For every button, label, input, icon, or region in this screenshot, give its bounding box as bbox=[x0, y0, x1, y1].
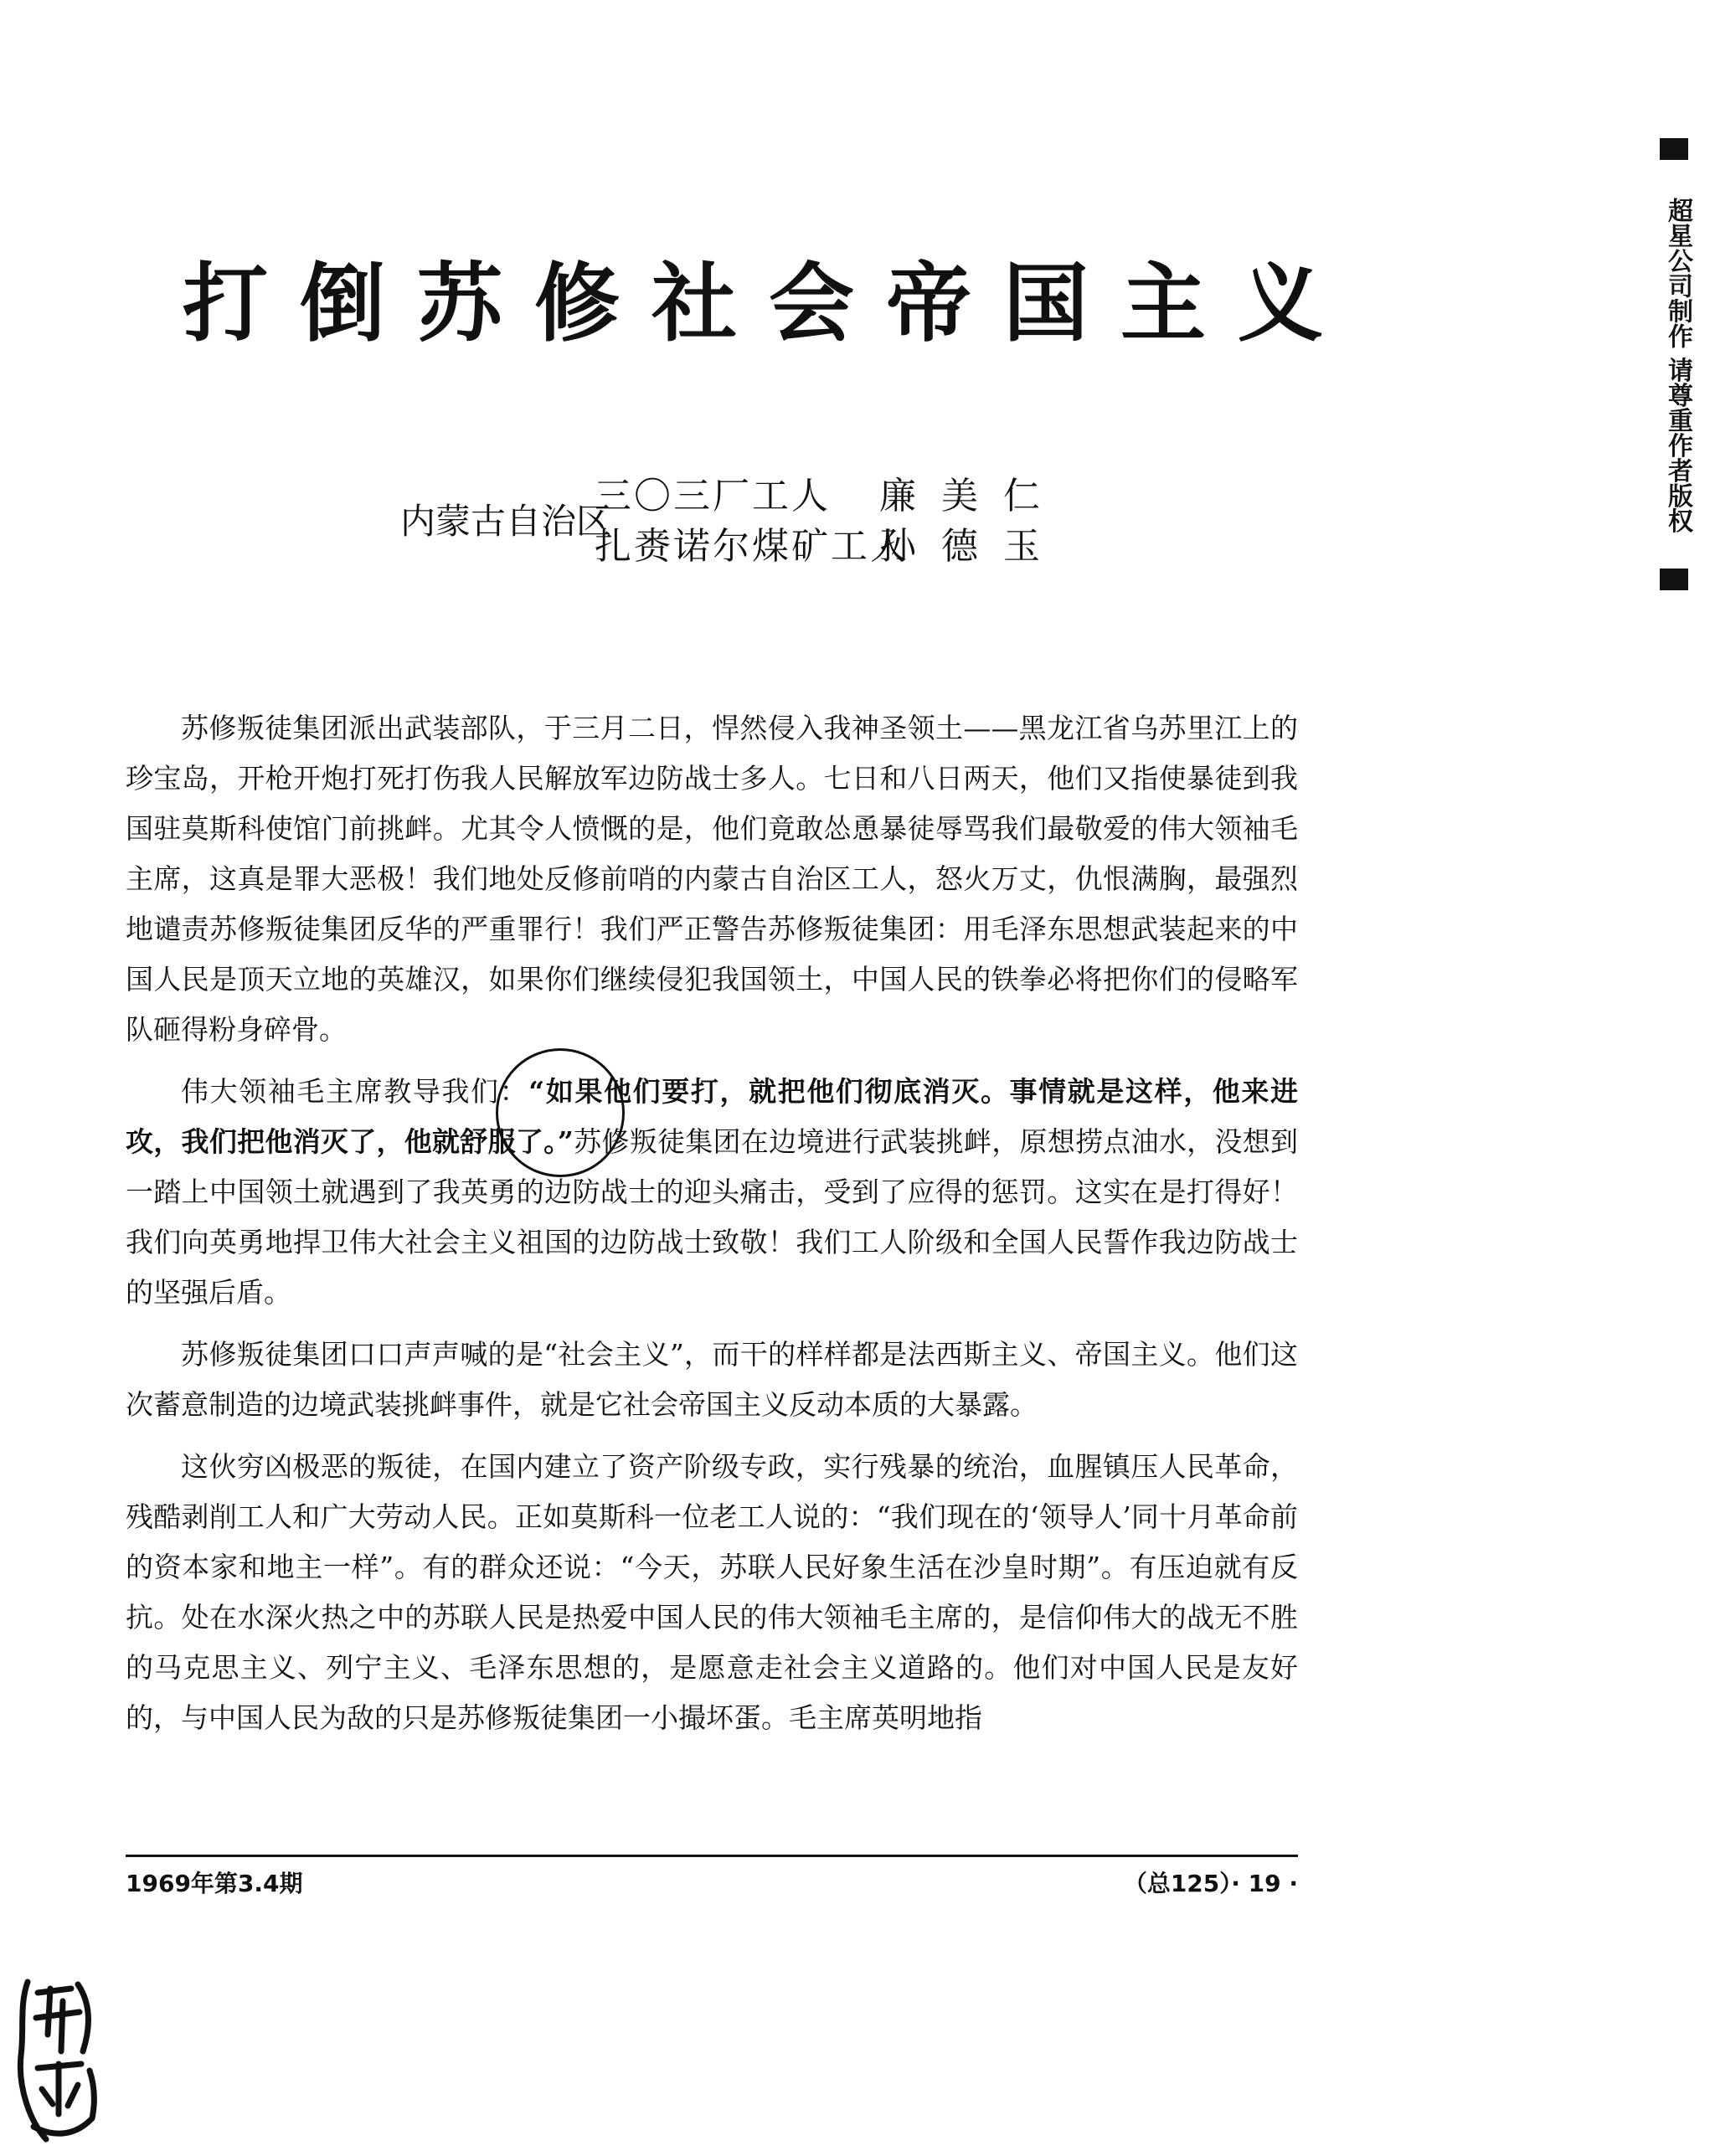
hand-drawn-circle-mark bbox=[496, 1048, 625, 1177]
author-role: 三〇三厂工人 bbox=[595, 475, 831, 517]
strip-bar-top bbox=[1660, 138, 1688, 160]
paragraph: 苏修叛徒集团口口声声喊的是“社会主义”，而干的样样都是法西斯主义、帝国主义。他们这次蓄意制造的边境武装挑衅事件，就是它社会帝国主义反动本质的大暴露。 bbox=[126, 1338, 1298, 1421]
paragraph: 苏修叛徒集团派出武装部队，于三月二日，悍然侵入我神圣领土——黑龙江省乌苏里江上的珍宝岛，开枪开炮打死打伤我人民解放军边防战士多人。七日和八日两天，他们又指使暴徒到我国驻莫斯科使馆门前挑衅。尤其令人愤慨的是，他们竟敢怂恿暴徒辱骂我们最敬爱的伟大领袖毛主席，这真是罪大恶极！我们地处反修前哨的内蒙古自治区工人，怒火万丈，仇恨满胸，最强烈地谴责苏修叛徒集团反华的严重罪行！我们严正警告苏修叛徒集团：用毛泽东思想武装起来的中国人民是顶天立地的英雄汉，如果你们继续侵犯我国领土，中国人民的铁拳必将把你们的侵略军队砸得粉身碎骨。 bbox=[126, 712, 1298, 1046]
paragraph: 这伙穷凶极恶的叛徒，在国内建立了资产阶级专政，实行残暴的统治，血腥镇压人民革命，残酷剥削工人和广大劳动人民。正如莫斯科一位老工人说的：“我们现在的‘领导人’同十月革命前的资本家和地主一样”。有的群众还说：“今天，苏联人民好象生活在沙皇时期”。有压迫就有反抗。处在水深火热之中的苏联人民是热爱中国人民的伟大领袖毛主席的，是信仰伟大的战无不胜的马克思主义、列宁主义、毛泽东思想的，是愿意走社会主义道路的。他们对中国人民是友好的，与中国人民为敌的只是苏修叛徒集团一小撮坏蛋。毛主席英明地指 bbox=[126, 1450, 1298, 1734]
byline-region: 内蒙古自治区 bbox=[400, 501, 612, 542]
paragraph-rest: 苏修叛徒集团在边境进行武装挑衅，原想捞点油水，没想到一踏上中国领土就遇到了我英勇的边防战士的迎头痛击，受到了应得的惩罚。这实在是打得好！我们向英勇地捍卫伟大社会主义祖国的边防战士致敬！我们工人阶级和全国人民誓作我边防战士的坚强后盾。 bbox=[126, 1125, 1299, 1309]
byline-author-1 bbox=[595, 466, 1065, 519]
article-body bbox=[126, 703, 1298, 1755]
copyright-notice: 超星公司制作 请尊重作者版权 bbox=[1663, 197, 1692, 533]
mao-quote: “如果他们要打，就把他们彻底消灭。事情就是这样，他来进攻，我们把他消灭了，他就舒服了。” bbox=[126, 1075, 1299, 1158]
article-title: 打倒苏修社会帝国主义 bbox=[183, 255, 1355, 354]
footer-divider bbox=[126, 1855, 1298, 1857]
strip-bar-bottom bbox=[1660, 569, 1688, 590]
issue-label: 1969年第3.4期 bbox=[126, 1870, 303, 1897]
page-number: （总125）· 19 · bbox=[1123, 1870, 1298, 1897]
author-name: 孙德玉 bbox=[879, 525, 1065, 568]
byline-author-2 bbox=[595, 516, 1065, 569]
copyright-strip bbox=[1658, 138, 1692, 590]
seal-stamp-icon bbox=[13, 1972, 105, 2151]
paragraph bbox=[126, 1067, 1298, 1318]
author-name: 廉美仁 bbox=[879, 475, 1065, 517]
author-role: 扎赉诺尔煤矿工人 bbox=[595, 525, 909, 568]
paragraph-lead: 伟大领袖毛主席教导我们： bbox=[181, 1075, 529, 1108]
